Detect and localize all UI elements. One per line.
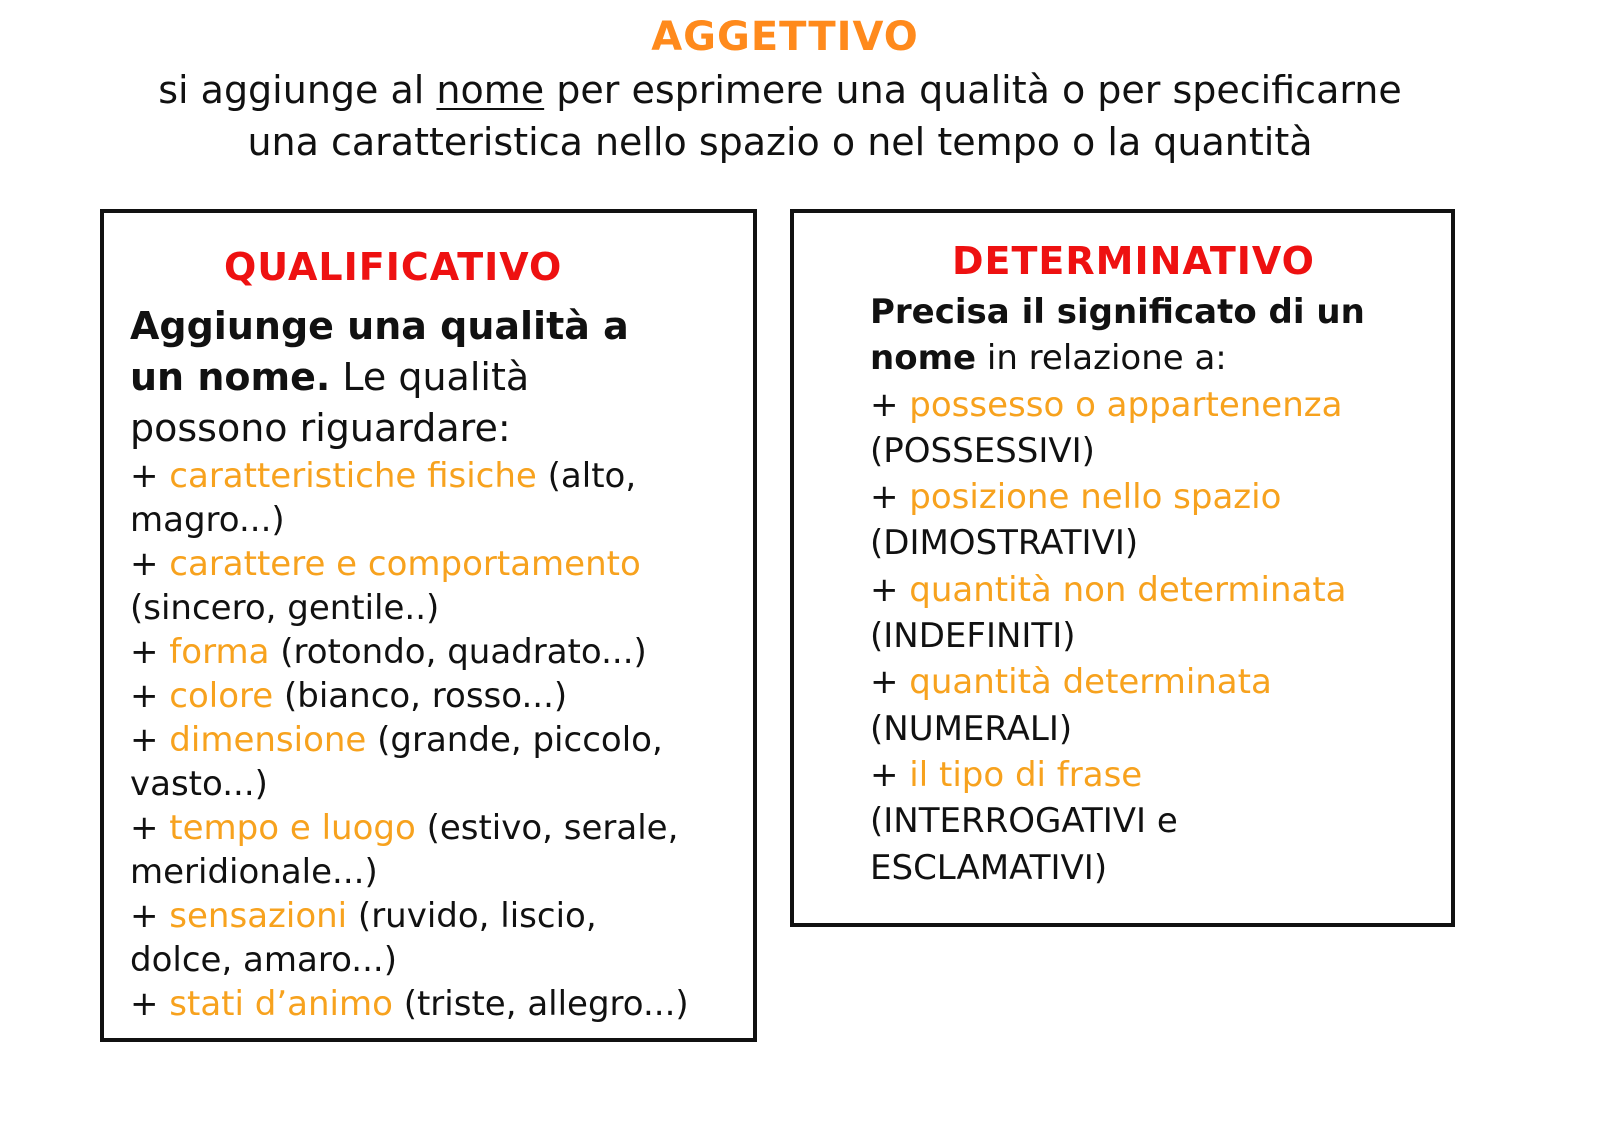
text-segment: +: [870, 662, 910, 703]
highlighted-term: quantità determinata: [909, 662, 1272, 703]
subtitle-line-1: [0, 68, 1560, 112]
text-line: [130, 352, 689, 403]
text-segment: +: [130, 896, 170, 936]
highlighted-term: forma: [169, 632, 270, 672]
text-line: [130, 982, 689, 1026]
qualificativo-text: [130, 301, 689, 1026]
qualificativo-heading: QUALIFICATIVO: [224, 245, 563, 289]
text-line: [130, 762, 689, 806]
subtitle-text: per esprimere una qualità o per specificarne: [544, 68, 1402, 112]
bold-text: Aggiunge una qualità a: [130, 304, 629, 348]
text-line: [870, 798, 1365, 844]
text-line: [870, 706, 1365, 752]
text-line: [870, 613, 1365, 659]
text-line: [870, 428, 1365, 474]
text-line: [870, 382, 1365, 428]
highlighted-term: quantità non determinata: [909, 569, 1347, 610]
text-line: [870, 289, 1365, 335]
highlighted-term: il tipo di frase: [909, 754, 1143, 795]
text-segment: (bianco, rosso...): [273, 676, 568, 716]
text-segment: (NUMERALI): [870, 708, 1073, 749]
underlined-word-nome: nome: [436, 68, 545, 112]
highlighted-term: carattere e comportamento: [169, 544, 641, 584]
highlighted-term: colore: [169, 676, 274, 716]
highlighted-term: stati d’animo: [169, 984, 393, 1024]
bold-text: Precisa il significato di un: [870, 292, 1365, 332]
text-line: [130, 403, 689, 454]
text-segment: +: [870, 569, 910, 610]
highlighted-term: tempo e luogo: [169, 808, 416, 848]
text-segment: (sincero, gentile..): [130, 588, 440, 628]
bold-text: nome: [870, 338, 977, 379]
highlighted-term: sensazioni: [169, 896, 348, 936]
text-segment: Le qualità: [330, 355, 530, 399]
text-segment: +: [130, 676, 170, 716]
determinativo-box: [790, 209, 1455, 927]
text-line: [870, 845, 1365, 891]
determinativo-text: [870, 289, 1365, 891]
text-segment: +: [130, 456, 170, 496]
subtitle-text: si aggiunge al: [158, 68, 437, 112]
text-segment: +: [130, 808, 170, 848]
text-line: [130, 542, 689, 586]
text-segment: dolce, amaro...): [130, 940, 397, 980]
text-line: [130, 806, 689, 850]
text-line: [870, 567, 1365, 613]
text-segment: meridionale...): [130, 852, 378, 892]
text-segment: magro...): [130, 500, 285, 540]
subtitle-line-2: una caratteristica nello spazio o nel tempo o la quantità: [247, 120, 1313, 164]
text-segment: +: [130, 720, 170, 760]
text-line: [870, 474, 1365, 520]
text-line: [130, 454, 689, 498]
text-segment: in relazione a:: [976, 338, 1227, 379]
text-line: [130, 630, 689, 674]
text-line: [130, 586, 689, 630]
text-line: [130, 301, 689, 352]
text-segment: (alto,: [536, 456, 637, 496]
text-segment: (estivo, serale,: [415, 808, 679, 848]
text-segment: ESCLAMATIVI): [870, 847, 1108, 888]
qualificativo-box: [100, 209, 757, 1042]
text-line: [870, 752, 1365, 798]
text-segment: +: [130, 984, 170, 1024]
text-segment: +: [130, 632, 170, 672]
text-line: [130, 718, 689, 762]
text-line: [130, 894, 689, 938]
text-segment: (DIMOSTRATIVI): [870, 523, 1139, 564]
page-title: AGGETTIVO: [651, 14, 919, 60]
text-segment: +: [130, 544, 170, 584]
text-line: [870, 659, 1365, 705]
text-segment: (rotondo, quadrato...): [269, 632, 647, 672]
text-line: [130, 938, 689, 982]
text-line: [870, 520, 1365, 566]
determinativo-heading: DETERMINATIVO: [952, 239, 1315, 283]
text-segment: (INDEFINITI): [870, 616, 1076, 657]
text-line: [870, 335, 1365, 381]
highlighted-term: caratteristiche fisiche: [169, 456, 537, 496]
text-segment: (ruvido, liscio,: [347, 896, 597, 936]
text-segment: (grande, piccolo,: [366, 720, 663, 760]
text-segment: possono riguardare:: [130, 406, 511, 450]
text-line: [130, 850, 689, 894]
highlighted-term: possesso o appartenenza: [909, 384, 1343, 425]
bold-text: un nome.: [130, 355, 331, 399]
text-segment: (POSSESSIVI): [870, 430, 1095, 471]
text-segment: +: [870, 384, 910, 425]
highlighted-term: dimensione: [169, 720, 367, 760]
text-segment: +: [870, 754, 910, 795]
text-segment: vasto...): [130, 764, 268, 804]
highlighted-term: posizione nello spazio: [909, 477, 1282, 518]
text-line: [130, 498, 689, 542]
text-segment: (triste, allegro...): [392, 984, 689, 1024]
text-segment: (INTERROGATIVI e: [870, 801, 1178, 842]
text-segment: +: [870, 477, 910, 518]
text-line: [130, 674, 689, 718]
